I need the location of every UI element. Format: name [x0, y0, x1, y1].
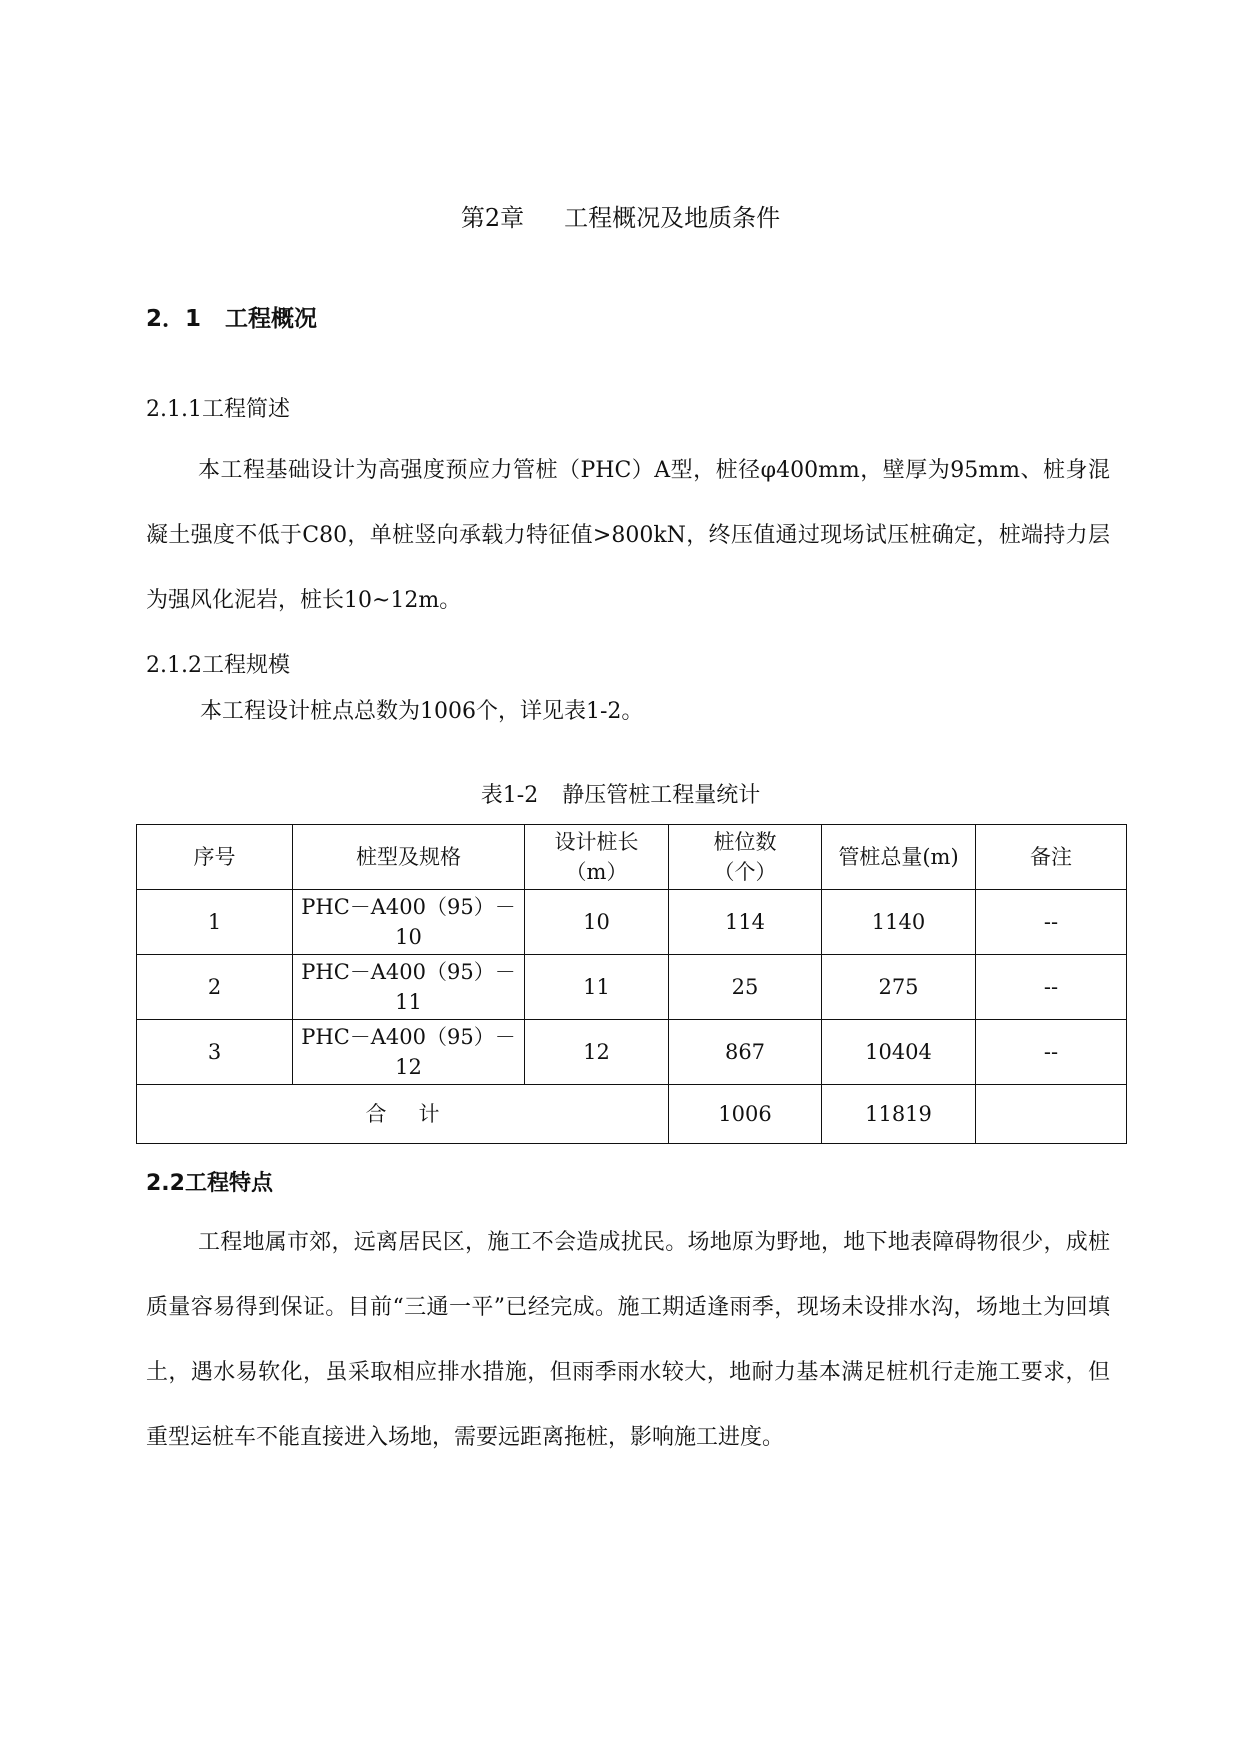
- cell-no: 3: [137, 1020, 293, 1085]
- cell-spec: [293, 955, 525, 1020]
- cell-spec-line1: PHC－A400（95）－: [301, 895, 516, 919]
- cell-total: 10404: [822, 1020, 976, 1085]
- cell-total: 275: [822, 955, 976, 1020]
- cell-total: 1140: [822, 890, 976, 955]
- section-heading-2-2: 2.2工程特点: [146, 1171, 273, 1196]
- cell-spec-line2: 10: [395, 925, 422, 949]
- chapter-title: [0, 198, 1241, 233]
- section-name: 工程概况: [225, 306, 318, 332]
- sum-remark: [976, 1085, 1127, 1144]
- header-no: 序号: [137, 825, 293, 890]
- header-design-length-line1: 设计桩长: [554, 830, 639, 854]
- cell-count: 114: [669, 890, 822, 955]
- cell-spec-line2: 12: [395, 1055, 422, 1079]
- cell-remark: --: [976, 955, 1127, 1020]
- table-header-row: [137, 825, 1127, 890]
- table-sum-row: [137, 1085, 1127, 1144]
- cell-no: 1: [137, 890, 293, 955]
- chapter-name: 工程概况及地质条件: [564, 204, 781, 232]
- sum-label-a: 合: [365, 1102, 387, 1126]
- table-row: [137, 955, 1127, 1020]
- scale-paragraph: 本工程设计桩点总数为1006个，详见表1-2。: [200, 699, 644, 724]
- cell-no: 2: [137, 955, 293, 1020]
- header-remark: 备注: [976, 825, 1127, 890]
- cell-spec: [293, 890, 525, 955]
- header-design-length-line2: （m）: [565, 860, 628, 884]
- cell-spec: [293, 1020, 525, 1085]
- header-total: 管桩总量(m): [822, 825, 976, 890]
- cell-count: 25: [669, 955, 822, 1020]
- table-caption-number: 表1-2: [480, 783, 539, 808]
- cell-spec-line1: PHC－A400（95）－: [301, 1025, 516, 1049]
- table-caption-title: 静压管桩工程量统计: [562, 783, 761, 808]
- header-spec: 桩型及规格: [293, 825, 525, 890]
- table-caption: [0, 778, 1241, 809]
- section-heading-2-1: [146, 300, 317, 333]
- sum-label-b: 计: [418, 1102, 440, 1126]
- cell-remark: --: [976, 1020, 1127, 1085]
- table-row: [137, 890, 1127, 955]
- sum-count: 1006: [669, 1085, 822, 1144]
- sum-label: [137, 1085, 669, 1144]
- subsection-heading-2-1-2: 2.1.2工程规模: [146, 653, 290, 678]
- sum-total: 11819: [822, 1085, 976, 1144]
- overview-paragraph: 本工程基础设计为高强度预应力管桩（PHC）A型，桩径φ400mm，壁厚为95mm、桩身混凝土强度不低于C80，单桩竖向承载力特征值>800kN，终压值通过现场试压桩确定，桩端持力层为强风化泥岩，桩长10~12m。: [146, 458, 1110, 613]
- table-row: [137, 1020, 1127, 1085]
- cell-spec-line2: 11: [395, 990, 422, 1014]
- header-count-line1: 桩位数: [713, 830, 777, 854]
- header-design-length: [525, 825, 669, 890]
- chapter-number: 第2章: [460, 204, 525, 232]
- cell-length: 12: [525, 1020, 669, 1085]
- section-number: 2．1: [146, 306, 202, 332]
- cell-remark: --: [976, 890, 1127, 955]
- header-count-line2: （个）: [713, 860, 777, 884]
- features-paragraph: 工程地属市郊，远离居民区，施工不会造成扰民。场地原为野地，地下地表障碍物很少，成桩质量容易得到保证。目前“三通一平”已经完成。施工期适逢雨季，现场未设排水沟，场地土为回填土，遇水易软化，虽采取相应排水措施，但雨季雨水较大，地耐力基本满足桩机行走施工要求，但重型运桩车不能直接进入场地，需要远距离拖桩，影响施工进度。: [146, 1230, 1110, 1450]
- cell-length: 11: [525, 955, 669, 1020]
- cell-count: 867: [669, 1020, 822, 1085]
- cell-spec-line1: PHC－A400（95）－: [301, 960, 516, 984]
- subsection-heading-2-1-1: 2.1.1工程简述: [146, 397, 290, 422]
- header-count: [669, 825, 822, 890]
- pile-quantity-table: [136, 824, 1127, 1144]
- cell-length: 10: [525, 890, 669, 955]
